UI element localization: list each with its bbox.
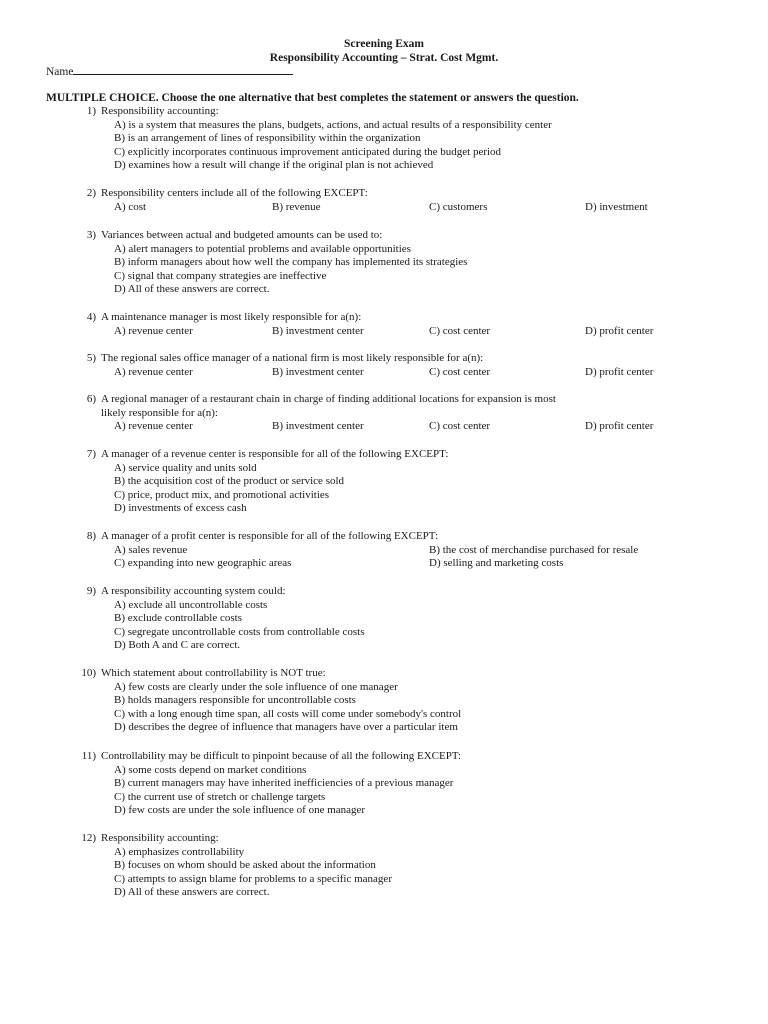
answer-option-b[interactable]: B) focuses on whom should be asked about the information (114, 859, 376, 872)
answer-option-d[interactable]: D) selling and marketing costs (429, 557, 564, 570)
answer-option-c[interactable]: C) cost center (429, 324, 491, 337)
question-stem: A maintenance manager is most likely responsible for a(n): (101, 311, 362, 323)
question-stem: Variances between actual and budgeted amounts can be used to: (101, 229, 383, 241)
name-field[interactable] (46, 65, 293, 78)
answer-option-b[interactable]: B) the acquisition cost of the product or service sold (114, 475, 345, 488)
question-number: 12) (81, 832, 96, 844)
answer-option-a[interactable]: A) emphasizes controllability (114, 845, 245, 858)
answer-option-b[interactable]: B) investment center (272, 365, 364, 378)
answer-option-d[interactable]: D) profit center (585, 420, 654, 433)
question-number: 3) (86, 229, 96, 241)
question-number: 1) (86, 105, 96, 117)
answer-option-b[interactable]: B) exclude controllable costs (114, 612, 242, 625)
name-blank-line[interactable] (73, 65, 293, 75)
question-stem: A manager of a profit center is responsible for all of the following EXCEPT: (101, 530, 439, 542)
answer-option-b[interactable]: B) the cost of merchandise purchased for resale (429, 543, 639, 556)
answer-option-d[interactable]: D) investment (585, 200, 648, 213)
question-number: 11) (81, 750, 96, 762)
answer-option-a[interactable]: A) is a system that measures the plans, budgets, actions, and actual results of a responsibility center (114, 118, 552, 131)
question-stem: Responsibility centers include all of the following EXCEPT: (101, 187, 368, 199)
question-number: 10) (81, 667, 96, 679)
answer-option-c[interactable]: C) signal that company strategies are ineffective (114, 269, 327, 282)
answer-option-b[interactable]: B) holds managers responsible for uncontrollable costs (114, 694, 356, 707)
answer-option-a[interactable]: A) cost (114, 200, 147, 213)
question-stem: Controllability may be difficult to pinpoint because of all the following EXCEPT: (101, 750, 462, 762)
answer-option-a[interactable]: A) alert managers to potential problems and available opportunities (114, 242, 411, 255)
question-stem: A responsibility accounting system could: (101, 585, 286, 597)
answer-option-d[interactable]: D) describes the degree of influence that managers have over a particular item (114, 721, 458, 734)
answer-option-b[interactable]: B) current managers may have inherited inefficiencies of a previous manager (114, 777, 454, 790)
question-stem: The regional sales office manager of a national firm is most likely responsible for a(n): (101, 352, 484, 364)
answer-option-d[interactable]: D) few costs are under the sole influence of one manager (114, 804, 366, 817)
question-number: 5) (86, 352, 96, 364)
answer-option-c[interactable]: C) the current use of stretch or challenge targets (114, 790, 326, 803)
question-number: 4) (86, 311, 96, 323)
answer-option-c[interactable]: C) attempts to assign blame for problems to a specific manager (114, 872, 392, 885)
question-number: 2) (86, 187, 96, 199)
answer-option-d[interactable]: D) All of these answers are correct. (114, 283, 270, 296)
question-number: 8) (86, 530, 96, 542)
answer-option-a[interactable]: A) some costs depend on market conditions (114, 763, 307, 776)
answer-option-a[interactable]: A) revenue center (114, 365, 193, 378)
answer-option-c[interactable]: C) expanding into new geographic areas (114, 557, 292, 570)
answer-option-b[interactable]: B) investment center (272, 324, 364, 337)
question-stem: A regional manager of a restaurant chain in charge of finding additional locations for expansion is most (101, 393, 556, 405)
answer-option-a[interactable]: A) few costs are clearly under the sole influence of one manager (114, 680, 398, 693)
question-stem: A manager of a revenue center is responsible for all of the following EXCEPT: (101, 448, 449, 460)
exam-subtitle: Responsibility Accounting – Strat. Cost Mgmt. (269, 52, 499, 64)
question-number: 6) (86, 393, 96, 405)
name-label: Name (46, 66, 74, 78)
instructions: MULTIPLE CHOICE. Choose the one alternative that best completes the statement or answers the question. (46, 92, 579, 104)
answer-option-d[interactable]: D) profit center (585, 365, 654, 378)
answer-option-b[interactable]: B) investment center (272, 420, 364, 433)
answer-option-a[interactable]: A) sales revenue (114, 543, 188, 556)
exam-title: Screening Exam (344, 38, 424, 50)
answer-option-c[interactable]: C) price, product mix, and promotional activities (114, 488, 330, 501)
answer-option-d[interactable]: D) Both A and C are correct. (114, 639, 241, 652)
answer-option-c[interactable]: C) explicitly incorporates continuous improvement anticipated during the budget period (114, 145, 502, 158)
answer-option-a[interactable]: A) service quality and units sold (114, 461, 257, 474)
question-stem-continued: likely responsible for a(n): (101, 406, 218, 419)
answer-option-c[interactable]: C) customers (429, 200, 488, 213)
answer-option-d[interactable]: D) examines how a result will change if the original plan is not achieved (114, 159, 434, 172)
answer-option-a[interactable]: A) exclude all uncontrollable costs (114, 598, 268, 611)
answer-option-b[interactable]: B) inform managers about how well the company has implemented its strategies (114, 256, 468, 269)
question-number: 7) (86, 448, 96, 460)
answer-option-b[interactable]: B) is an arrangement of lines of responsibility within the organization (114, 132, 421, 145)
answer-option-c[interactable]: C) cost center (429, 365, 491, 378)
question-stem: Which statement about controllability is NOT true: (101, 667, 326, 679)
question-stem: Responsibility accounting: (101, 105, 219, 117)
answer-option-c[interactable]: C) with a long enough time span, all costs will come under somebody's control (114, 707, 462, 720)
answer-option-b[interactable]: B) revenue (272, 200, 321, 213)
answer-option-a[interactable]: A) revenue center (114, 420, 193, 433)
answer-option-c[interactable]: C) segregate uncontrollable costs from controllable costs (114, 625, 365, 638)
answer-option-c[interactable]: C) cost center (429, 420, 491, 433)
question-stem: Responsibility accounting: (101, 832, 219, 844)
answer-option-d[interactable]: D) All of these answers are correct. (114, 886, 270, 899)
answer-option-a[interactable]: A) revenue center (114, 324, 193, 337)
answer-option-d[interactable]: D) investments of excess cash (114, 502, 247, 515)
question-number: 9) (86, 585, 96, 597)
answer-option-d[interactable]: D) profit center (585, 324, 654, 337)
